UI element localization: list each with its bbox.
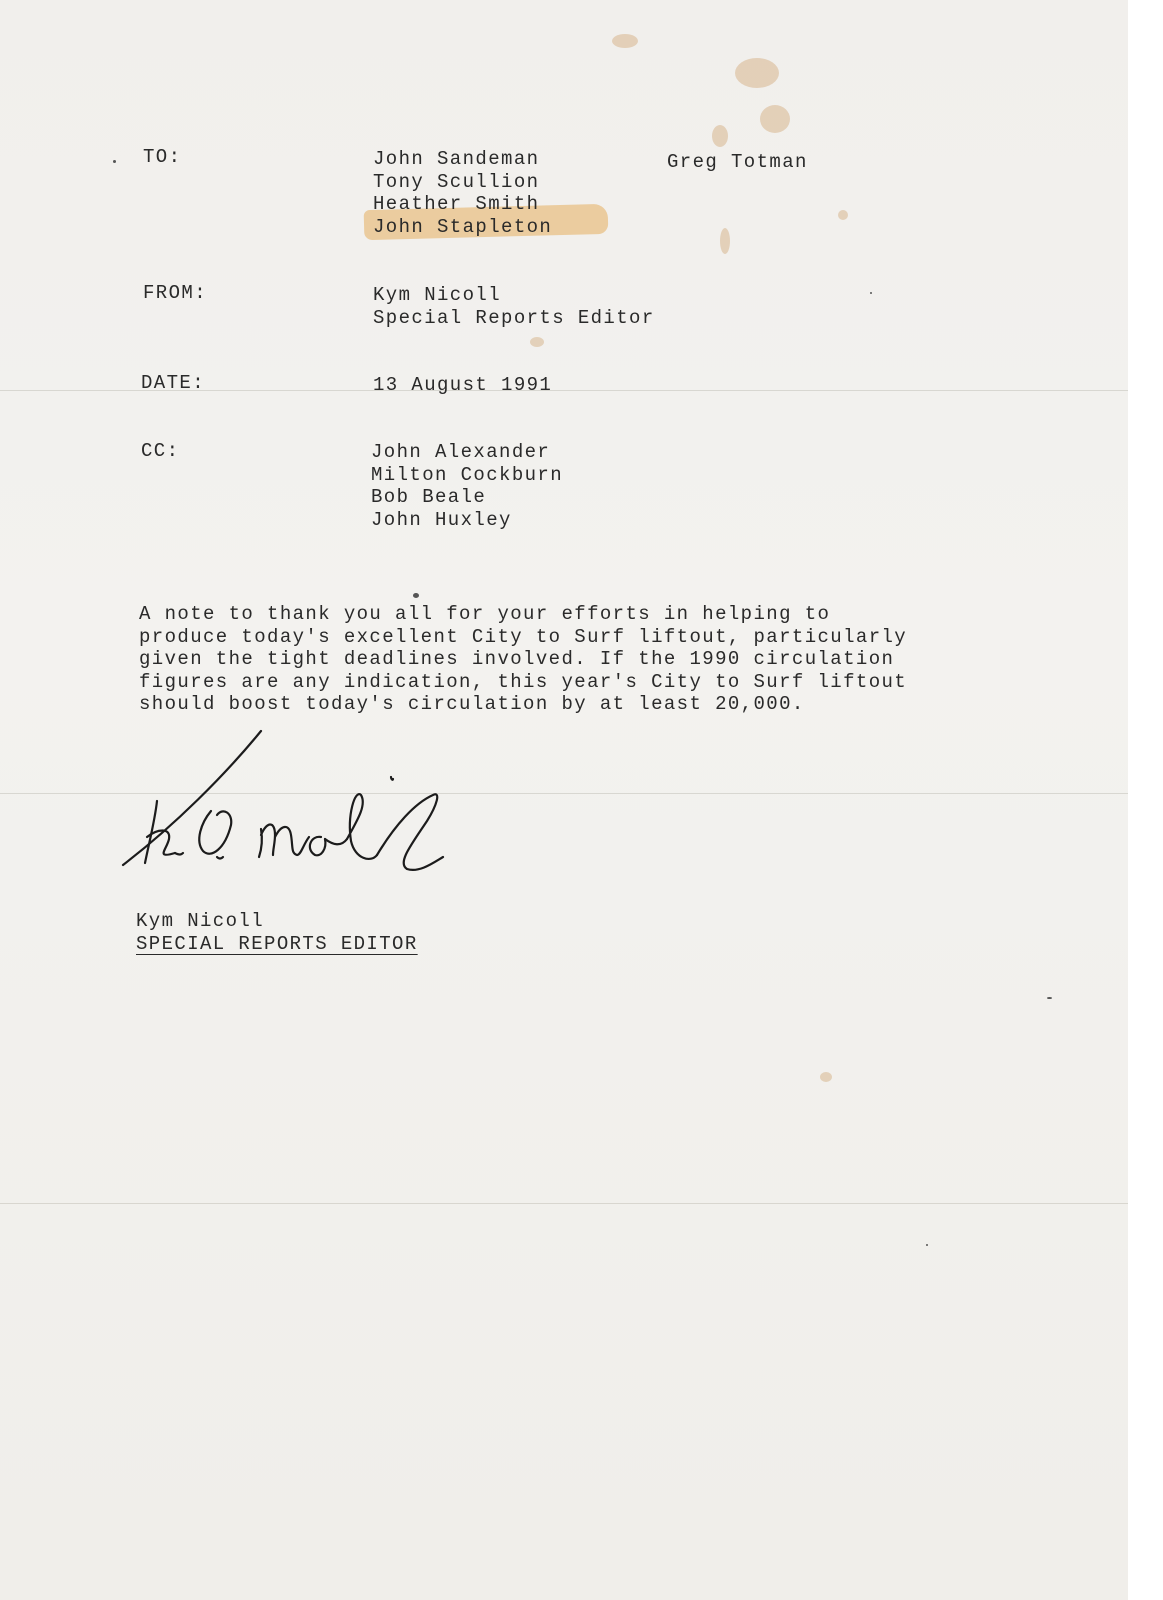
paper-stain (760, 105, 790, 133)
paper-fold-line (0, 1203, 1128, 1204)
paper-stain (530, 337, 544, 347)
signoff-name: Kym Nicoll (136, 910, 265, 932)
cc-recipient: John Alexander (371, 441, 551, 463)
body-line: A note to thank you all for your efforts in helping to (139, 603, 831, 625)
body-line: given the tight deadlines involved. If the 1990 circulation (139, 648, 895, 670)
paper-stain (735, 58, 779, 88)
to-recipient-list (373, 148, 552, 238)
cc-recipient: Bob Beale (371, 486, 487, 508)
paper-speck (113, 160, 116, 163)
cc-recipient: John Huxley (371, 508, 512, 531)
to-recipient-extra: Greg Totman (667, 151, 808, 173)
paper-stain (838, 210, 848, 220)
signoff-title: SPECIAL REPORTS EDITOR (136, 933, 418, 955)
to-recipient: Heather Smith (373, 193, 540, 215)
date-value: 13 August 1991 (373, 374, 553, 396)
paper-stain (712, 125, 728, 147)
scan-margin (1128, 0, 1163, 1600)
body-line: should boost today's circulation by at least 20,000. (139, 693, 805, 715)
to-label: TO: (143, 146, 182, 168)
cc-recipient: Milton Cockburn (371, 463, 564, 486)
to-recipient: Tony Scullion (373, 170, 540, 193)
paper-stain (612, 34, 638, 48)
memo-body (139, 603, 907, 716)
from-label: FROM: (143, 282, 208, 304)
to-recipient: John Sandeman (373, 148, 540, 170)
from-name: Kym Nicoll (373, 284, 502, 306)
paper-speck (413, 593, 419, 598)
paper-speck (870, 292, 872, 294)
cc-label: CC: (141, 440, 180, 462)
cc-recipient-list (371, 441, 563, 531)
paper-speck (1047, 997, 1052, 999)
body-line: produce today's excellent City to Surf liftout, particularly (139, 625, 908, 648)
paper-stain (820, 1072, 832, 1082)
from-title: Special Reports Editor (373, 307, 655, 329)
date-label: DATE: (141, 372, 206, 394)
paper-speck (926, 1244, 928, 1246)
to-recipient: John Stapleton (373, 215, 553, 238)
body-line: figures are any indication, this year's City to Surf liftout (139, 670, 908, 693)
paper-stain (720, 228, 730, 254)
handwritten-signature (115, 725, 455, 890)
